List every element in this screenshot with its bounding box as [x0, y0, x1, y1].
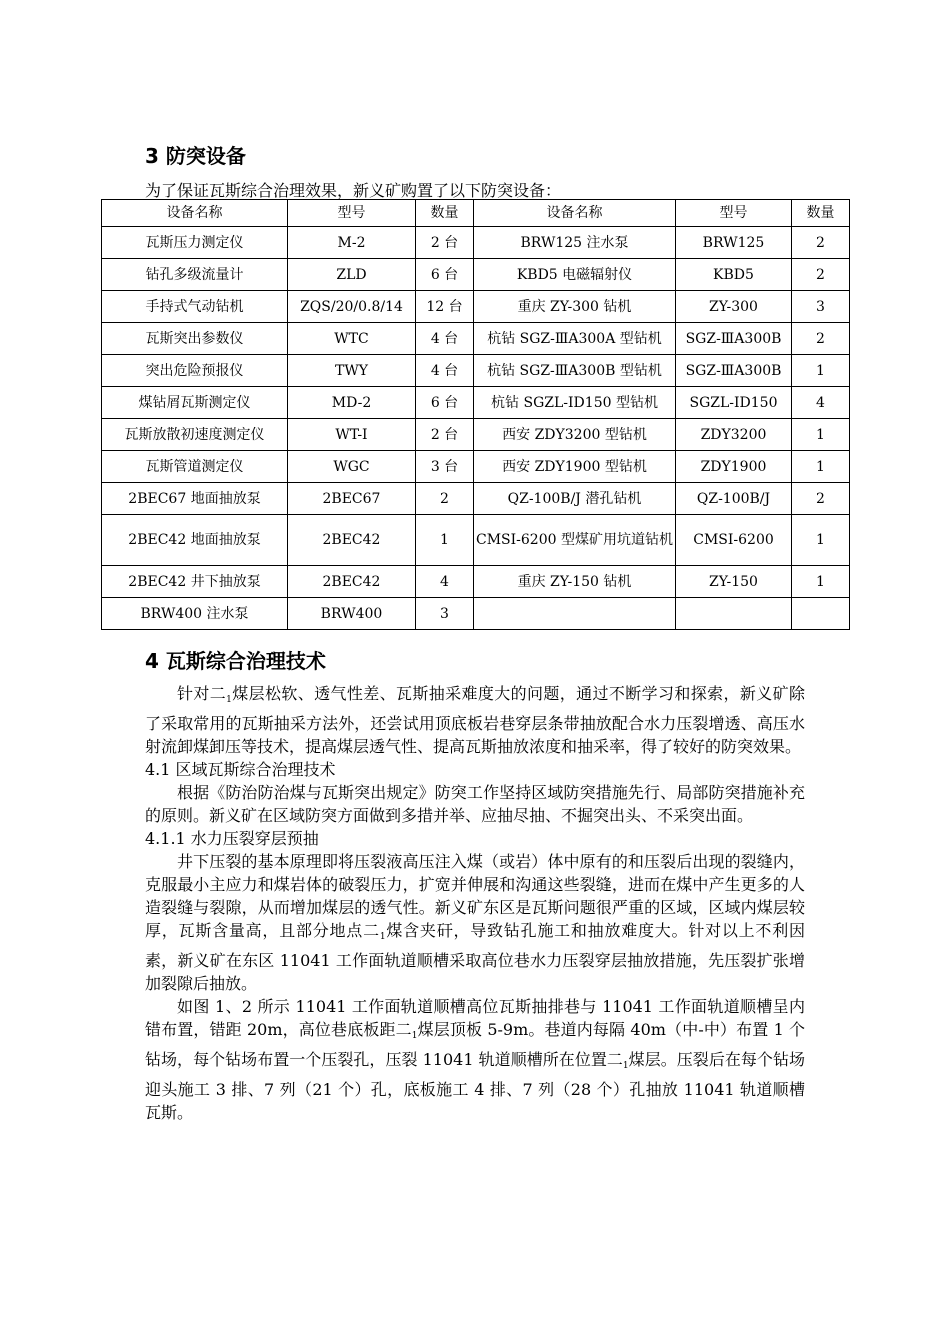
- table-cell: BRW400 注水泵: [102, 598, 288, 630]
- table-cell: SGZ-ⅢA300B: [676, 323, 792, 355]
- header-cell: 型号: [676, 200, 792, 227]
- table-cell: ZDY3200: [676, 419, 792, 451]
- table-cell: 2BEC67: [288, 483, 416, 515]
- table-cell: 1: [792, 419, 850, 451]
- table-cell: 瓦斯管道测定仪: [102, 451, 288, 483]
- table-row: [102, 451, 850, 483]
- table-cell: 杭钻 SGZL-ID150 型钻机: [474, 387, 676, 419]
- table-cell: 3: [416, 598, 474, 630]
- table-cell: 钻孔多级流量计: [102, 259, 288, 291]
- table-cell: KBD5: [676, 259, 792, 291]
- table-cell: 1: [416, 515, 474, 566]
- table-cell: 重庆 ZY-300 钻机: [474, 291, 676, 323]
- subscript: 1: [411, 1031, 418, 1041]
- table-cell: 4 台: [416, 355, 474, 387]
- table-cell: WGC: [288, 451, 416, 483]
- table-row: [102, 259, 850, 291]
- subscript: 1: [226, 695, 232, 705]
- text-run: 针对二: [177, 684, 227, 703]
- table-cell: 2: [792, 227, 850, 259]
- table-cell: 4: [792, 387, 850, 419]
- section-4-heading: 4 瓦斯综合治理技术: [145, 649, 326, 673]
- header-cell: 设备名称: [474, 200, 676, 227]
- subsection-heading: 4.1.1 水力压裂穿层预抽: [145, 829, 319, 848]
- table-cell: 1: [792, 451, 850, 483]
- table-row: [102, 419, 850, 451]
- table-row: [102, 566, 850, 598]
- table-cell: 2 台: [416, 419, 474, 451]
- paragraph: [145, 995, 805, 1124]
- text-run: 如图 1、2 所示 11041 工作面轨道顺槽高位瓦斯抽排巷与 11041 工作面轨道顺槽呈内错布置，错距 20m，高位巷底板距二: [145, 997, 805, 1039]
- table-row: [102, 483, 850, 515]
- table-row: [102, 291, 850, 323]
- subscript: 1: [622, 1061, 629, 1071]
- table-cell: M-2: [288, 227, 416, 259]
- table-cell: 2BEC42: [288, 515, 416, 566]
- table-cell: TWY: [288, 355, 416, 387]
- table-row: [102, 515, 850, 566]
- table-cell: QZ-100B/J: [676, 483, 792, 515]
- table-cell: [474, 598, 676, 630]
- paragraph: 根据《防治防治煤与瓦斯突出规定》防突工作坚持区域防突措施先行、局部防突措施补充的原则。新义矿在区域防突方面做到多措并举、应抽尽抽、不掘突出头、不采突出面。: [145, 783, 805, 825]
- table-cell: 2BEC67 地面抽放泵: [102, 483, 288, 515]
- table-cell: 3: [792, 291, 850, 323]
- table-cell: 4: [416, 566, 474, 598]
- table-cell: 杭钻 SGZ-ⅢA300B 型钻机: [474, 355, 676, 387]
- header-cell: 型号: [288, 200, 416, 227]
- table-cell: 2 台: [416, 227, 474, 259]
- table-cell: ZQS/20/0.8/14: [288, 291, 416, 323]
- table-cell: BRW400: [288, 598, 416, 630]
- table-cell: 杭钻 SGZ-ⅢA300A 型钻机: [474, 323, 676, 355]
- subscript: 1: [379, 932, 386, 942]
- paragraph: [145, 682, 805, 758]
- text-run: 煤层顶板 5-9m。巷道内每隔 40m（中-中）布置 1 个钻场，每个钻场布置一个压裂孔，压裂 11041 轨道顺槽所在位置二: [145, 1020, 805, 1069]
- table-cell: ZY-300: [676, 291, 792, 323]
- table-cell: 2BEC42 井下抽放泵: [102, 566, 288, 598]
- table-cell: 瓦斯放散初速度测定仪: [102, 419, 288, 451]
- table-cell: 2BEC42: [288, 566, 416, 598]
- table-cell: 4 台: [416, 323, 474, 355]
- text-run: 煤含夹矸，导致钻孔施工和抽放难度大。针对以上不利因素，新义矿在东区 11041 工作面轨道顺槽采取高位巷水力压裂穿层抽放措施，先压裂扩张增加裂隙后抽放。: [145, 921, 805, 993]
- table-header-row: [102, 200, 850, 227]
- table-cell: ZDY1900: [676, 451, 792, 483]
- table-cell: 2: [792, 483, 850, 515]
- table-cell: KBD5 电磁辐射仪: [474, 259, 676, 291]
- table-cell: SGZ-ⅢA300B: [676, 355, 792, 387]
- header-cell: 数量: [792, 200, 850, 227]
- table-cell: 6 台: [416, 387, 474, 419]
- table-cell: 2BEC42 地面抽放泵: [102, 515, 288, 566]
- table-cell: 煤钻屑瓦斯测定仪: [102, 387, 288, 419]
- text-run: 煤层松软、透气性差、瓦斯抽采难度大的问题，通过不断学习和探索，新义矿除了采取常用的瓦斯抽采方法外，还尝试用顶底板岩巷穿层条带抽放配合水力压裂增透、高压水射流卸煤卸压等技术，提高煤层透气性、提高瓦斯抽放浓度和抽采率，得了较好的防突效果。: [145, 684, 805, 756]
- table-cell: CMSI-6200 型煤矿用坑道钻机: [474, 515, 676, 566]
- table-row: [102, 598, 850, 630]
- table-cell: 瓦斯突出参数仪: [102, 323, 288, 355]
- subsection-heading: 4.1 区域瓦斯综合治理技术: [145, 760, 336, 779]
- table-cell: BRW125: [676, 227, 792, 259]
- table-cell: ZY-150: [676, 566, 792, 598]
- text-run: 井下压裂的基本原理即将压裂液高压注入煤（或岩）体中原有的和压裂后出现的裂缝内，克服最小主应力和煤岩体的破裂压力，扩宽并伸展和沟通这些裂缝，进而在煤中产生更多的人造裂缝与裂隙，从而增加煤层的透气性。新义矿东区是瓦斯问题很严重的区域，区域内煤层较厚，瓦斯含量高，且部分地点二: [145, 852, 805, 940]
- table-row: [102, 355, 850, 387]
- table-cell: 西安 ZDY3200 型钻机: [474, 419, 676, 451]
- header-cell: 设备名称: [102, 200, 288, 227]
- table-cell: [676, 598, 792, 630]
- table-cell: WT-I: [288, 419, 416, 451]
- table-cell: [792, 598, 850, 630]
- table-cell: 3 台: [416, 451, 474, 483]
- table-cell: BRW125 注水泵: [474, 227, 676, 259]
- table-cell: ZLD: [288, 259, 416, 291]
- paragraph: [145, 850, 805, 995]
- table-cell: 西安 ZDY1900 型钻机: [474, 451, 676, 483]
- equipment-table: [101, 199, 850, 630]
- table-row: [102, 323, 850, 355]
- table-cell: QZ-100B/J 潜孔钻机: [474, 483, 676, 515]
- section-3-heading: 3 防突设备: [145, 144, 246, 168]
- table-cell: 突出危险预报仪: [102, 355, 288, 387]
- table-cell: SGZL-ID150: [676, 387, 792, 419]
- table-cell: 2: [792, 323, 850, 355]
- table-cell: 2: [416, 483, 474, 515]
- header-cell: 数量: [416, 200, 474, 227]
- table-cell: 瓦斯压力测定仪: [102, 227, 288, 259]
- section-4-body: [145, 682, 805, 1124]
- table-cell: MD-2: [288, 387, 416, 419]
- table-row: [102, 227, 850, 259]
- text-run: 煤层。压裂后在每个钻场迎头施工 3 排、7 列（21 个）孔，底板施工 4 排、7 列（28 个）孔抽放 11041 轨道顺槽瓦斯。: [145, 1050, 805, 1122]
- section-3-intro: 为了保证瓦斯综合治理效果，新义矿购置了以下防突设备：: [145, 181, 562, 200]
- table-cell: 手持式气动钻机: [102, 291, 288, 323]
- table-cell: 重庆 ZY-150 钻机: [474, 566, 676, 598]
- table-cell: 1: [792, 355, 850, 387]
- table-cell: 6 台: [416, 259, 474, 291]
- table-cell: 12 台: [416, 291, 474, 323]
- table-cell: WTC: [288, 323, 416, 355]
- table-cell: CMSI-6200: [676, 515, 792, 566]
- table-cell: 1: [792, 566, 850, 598]
- table-row: [102, 387, 850, 419]
- table-cell: 2: [792, 259, 850, 291]
- table-cell: 1: [792, 515, 850, 566]
